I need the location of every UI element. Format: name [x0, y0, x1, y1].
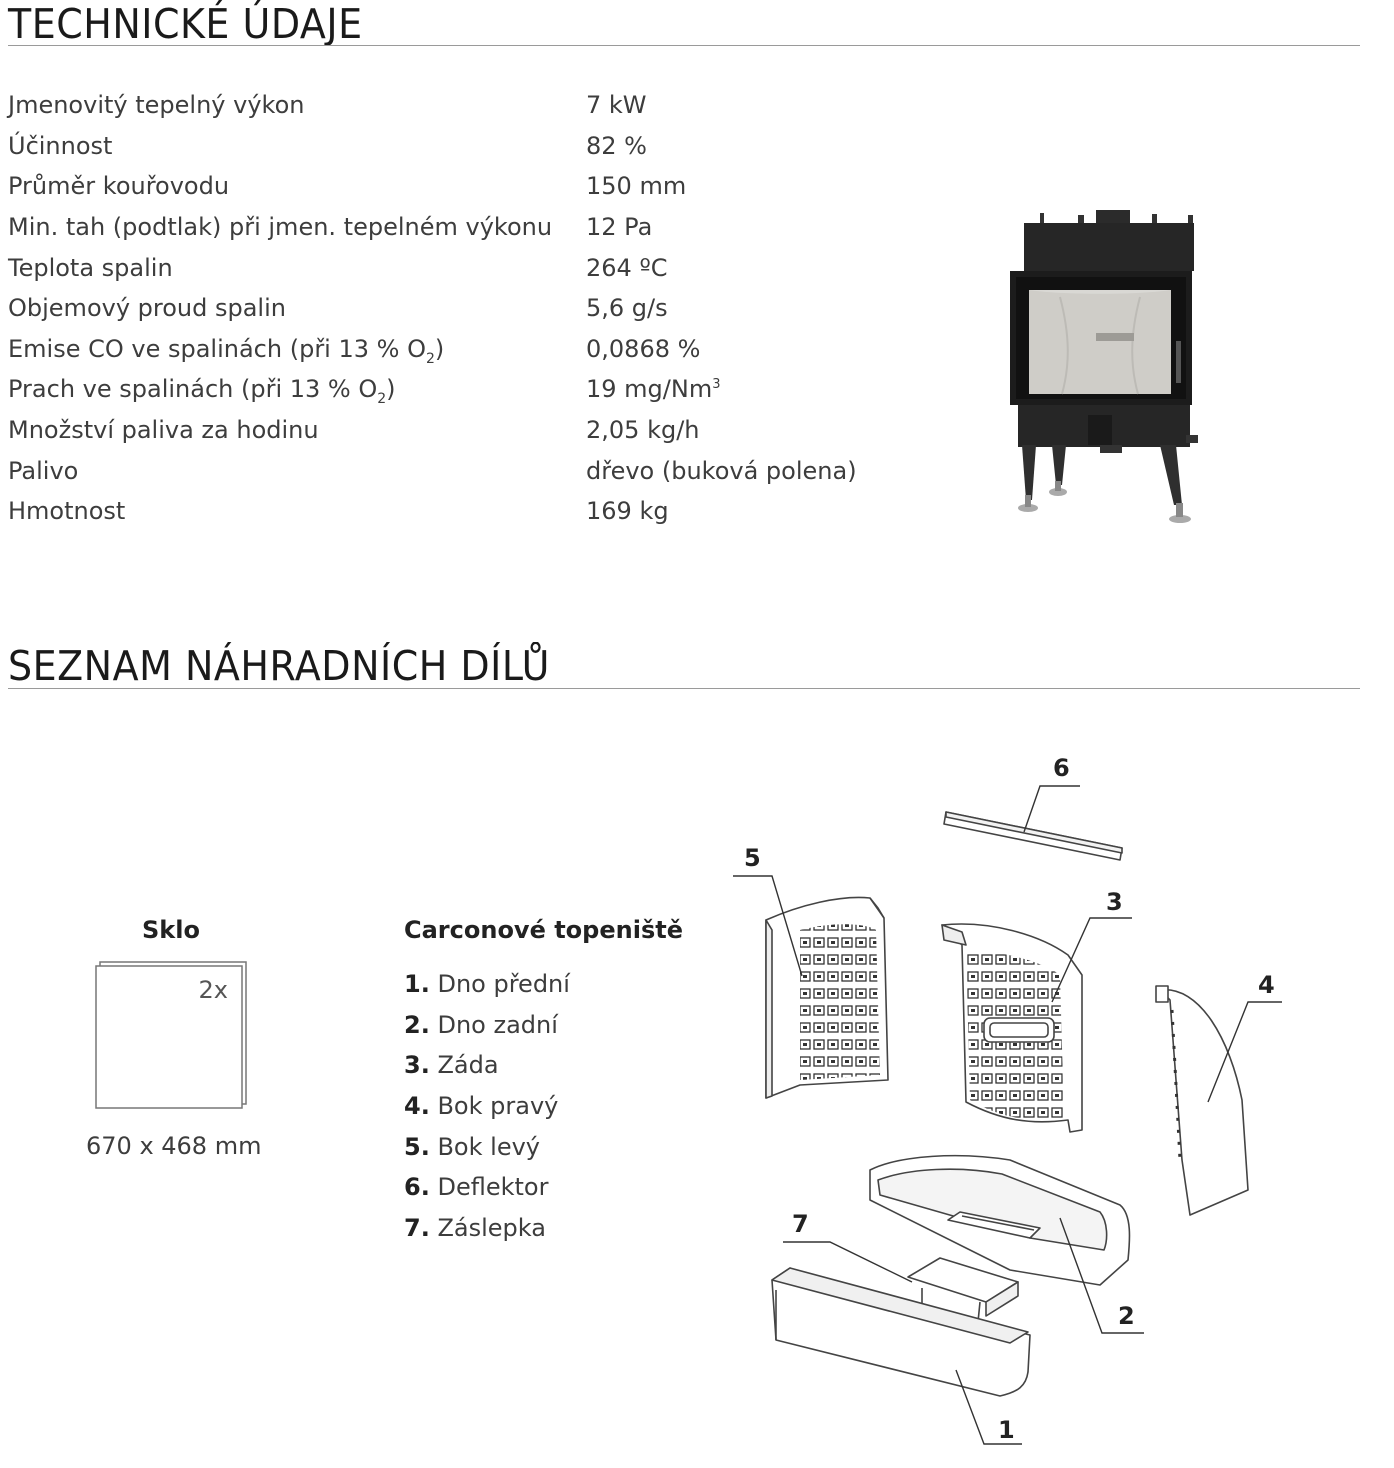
heading-rule — [8, 45, 1360, 46]
diagram-label-4: 4 — [1258, 971, 1275, 999]
parts-diagram — [720, 745, 1300, 1460]
list-item: 3. Záda — [404, 1051, 499, 1079]
superscript: 3 — [712, 377, 721, 392]
glass-title: Sklo — [142, 916, 200, 944]
diagram-label-2: 2 — [1118, 1302, 1135, 1330]
spec-value: 0,0868 % — [586, 335, 701, 363]
glass-quantity: 2x — [198, 976, 228, 1004]
list-item: 7. Záslepka — [404, 1214, 546, 1242]
spec-value: 12 Pa — [586, 213, 653, 241]
spec-value: 5,6 g/s — [586, 294, 668, 322]
diagram-label-7: 7 — [792, 1210, 809, 1238]
spec-label: Prach ve spalinách (při 13 % $O_2$) — [8, 375, 396, 407]
subscript: 2 — [377, 391, 387, 407]
heading-rule — [8, 688, 1360, 689]
part-4-right-side — [1156, 986, 1248, 1215]
list-item: 5. Bok levý — [404, 1133, 540, 1161]
spec-value: 150 mm — [586, 172, 687, 200]
spec-label: Objemový proud spalin — [8, 294, 286, 322]
diagram-label-5: 5 — [744, 844, 761, 872]
spec-value: 169 kg — [586, 497, 669, 525]
spec-value: 264 ºC — [586, 254, 668, 282]
spec-value: 7 kW — [586, 91, 647, 119]
part-3-back — [942, 924, 1082, 1132]
spec-label: Min. tah (podtlak) při jmen. tepelném výkonu — [8, 213, 553, 241]
spec-label: Účinnost — [8, 132, 113, 160]
spec-label: Teplota spalin — [8, 254, 173, 282]
glass-pane-icon — [90, 958, 255, 1113]
carcon-title: Carconové topeniště — [404, 916, 683, 944]
list-item: 1. Dno přední — [404, 970, 570, 998]
spec-label: Emise CO ve spalinách (při 13 % $O_2$) — [8, 335, 445, 367]
part-5-left-side — [766, 897, 888, 1098]
list-item: 6. Deflektor — [404, 1173, 549, 1201]
spec-label: Množství paliva za hodinu — [8, 416, 319, 444]
spec-label: Jmenovitý tepelný výkon — [8, 91, 305, 119]
spec-value: dřevo (buková polena) — [586, 457, 857, 485]
glass-dimensions: 670 x 468 mm — [86, 1132, 262, 1160]
spec-value: 19 mg/Nm$^3$ — [586, 375, 721, 403]
diagram-label-1: 1 — [998, 1416, 1015, 1444]
subscript: 2 — [425, 351, 435, 367]
list-item: 4. Bok pravý — [404, 1092, 559, 1120]
spec-label: Průměr kouřovodu — [8, 172, 230, 200]
spec-value: 82 % — [586, 132, 647, 160]
list-item: 2. Dno zadní — [404, 1011, 558, 1039]
diagram-label-6: 6 — [1053, 754, 1070, 782]
technical-heading: TECHNICKÉ ÚDAJE — [8, 0, 363, 48]
part-6-deflector — [944, 812, 1122, 860]
diagram-label-3: 3 — [1106, 888, 1123, 916]
spec-label: Hmotnost — [8, 497, 126, 525]
fireplace-image — [1000, 205, 1210, 530]
spec-label: Palivo — [8, 457, 79, 485]
spare-parts-heading: SEZNAM NÁHRADNÍCH DÍLŮ — [8, 642, 550, 690]
part-2-rear-floor — [870, 1156, 1130, 1285]
spec-value: 2,05 kg/h — [586, 416, 700, 444]
